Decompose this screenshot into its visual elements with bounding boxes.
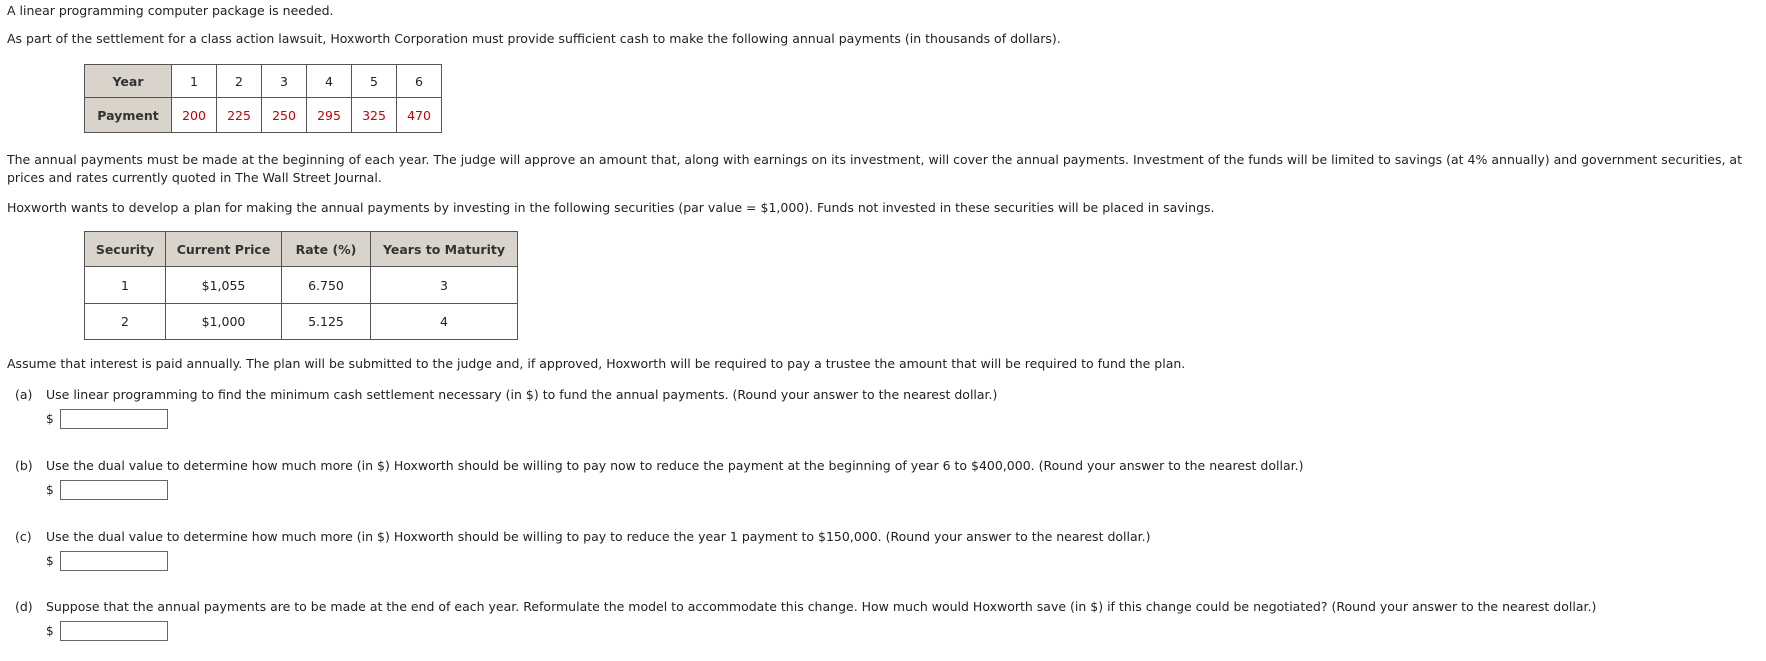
answer-input-b[interactable] — [60, 480, 168, 500]
paragraph-assumption: Assume that interest is paid annually. The plan will be submitted to the judge and, if approved, Hoxworth will be required to pay a trustee the amount that will be required to fund the plan. — [7, 356, 1186, 371]
part-c-text: Use the dual value to determine how much more (in $) Hoxworth should be willing to pay to reduce the year 1 payment to $150,000. (Round your answer to the nearest dollar.) — [46, 529, 1151, 544]
answer-input-c[interactable] — [60, 551, 168, 571]
rate-cell: 5.125 — [282, 304, 371, 340]
part-d-label: (d) — [15, 599, 33, 614]
table-row — [85, 267, 518, 304]
year-cell: 6 — [397, 65, 442, 98]
payment-cell: 250 — [262, 98, 307, 133]
intro-line-1: A linear programming computer package is needed. — [7, 3, 334, 18]
year-cell: 3 — [262, 65, 307, 98]
part-b-label: (b) — [15, 458, 33, 473]
rate-cell: 6.750 — [282, 267, 371, 304]
year-cell: 1 — [172, 65, 217, 98]
year-cell: 4 — [307, 65, 352, 98]
year-cell: 2 — [217, 65, 262, 98]
payments-table — [84, 64, 442, 133]
rate-header: Rate (%) — [282, 232, 371, 267]
part-c-label: (c) — [15, 529, 32, 544]
part-d-text: Suppose that the annual payments are to be made at the end of each year. Reformulate the model to accommodate this change. How much would Hoxworth save (in $) if this change could be negotiated? (Round your answer to the nearest dollar.) — [46, 599, 1597, 614]
payment-cell: 295 — [307, 98, 352, 133]
payment-cell: 225 — [217, 98, 262, 133]
year-header: Year — [85, 65, 172, 98]
security-cell: 2 — [85, 304, 166, 340]
dollar-sign: $ — [46, 554, 54, 568]
payment-header: Payment — [85, 98, 172, 133]
security-cell: 1 — [85, 267, 166, 304]
securities-header-row — [85, 232, 518, 267]
securities-table — [84, 231, 518, 340]
price-cell: $1,055 — [166, 267, 282, 304]
payment-cell: 470 — [397, 98, 442, 133]
part-a-text: Use linear programming to find the minimum cash settlement necessary (in $) to fund the annual payments. (Round your answer to the nearest dollar.) — [46, 387, 998, 402]
dollar-sign: $ — [46, 483, 54, 497]
payment-cell: 200 — [172, 98, 217, 133]
paragraph-securities-plan: Hoxworth wants to develop a plan for making the annual payments by investing in the following securities (par value = $1,000). Funds not invested in these securities will be placed in savings. — [7, 200, 1215, 215]
payment-cell: 325 — [352, 98, 397, 133]
part-b-text: Use the dual value to determine how much more (in $) Hoxworth should be willing to pay now to reduce the payment at the beginning of year 6 to $400,000. (Round your answer to the nearest dollar.) — [46, 458, 1304, 473]
answer-input-d[interactable] — [60, 621, 168, 641]
dollar-sign: $ — [46, 624, 54, 638]
year-cell: 5 — [352, 65, 397, 98]
payments-year-row — [85, 65, 442, 98]
answer-input-a[interactable] — [60, 409, 168, 429]
years-to-maturity-header: Years to Maturity — [371, 232, 518, 267]
dollar-sign: $ — [46, 412, 54, 426]
security-header: Security — [85, 232, 166, 267]
table-row — [85, 304, 518, 340]
intro-line-2: As part of the settlement for a class action lawsuit, Hoxworth Corporation must provide sufficient cash to make the following annual payments (in thousands of dollars). — [7, 31, 1061, 46]
price-cell: $1,000 — [166, 304, 282, 340]
paragraph-annual-payments: The annual payments must be made at the beginning of each year. The judge will approve an amount that, along with earnings on its investment, will cover the annual payments. Investment of the funds will be limited to savings (at 4% annually) and government securities, at prices and rates currently quoted in The Wall Street Journal. — [7, 152, 1742, 185]
maturity-cell: 3 — [371, 267, 518, 304]
part-a-label: (a) — [15, 387, 33, 402]
maturity-cell: 4 — [371, 304, 518, 340]
payments-amount-row — [85, 98, 442, 133]
current-price-header: Current Price — [166, 232, 282, 267]
